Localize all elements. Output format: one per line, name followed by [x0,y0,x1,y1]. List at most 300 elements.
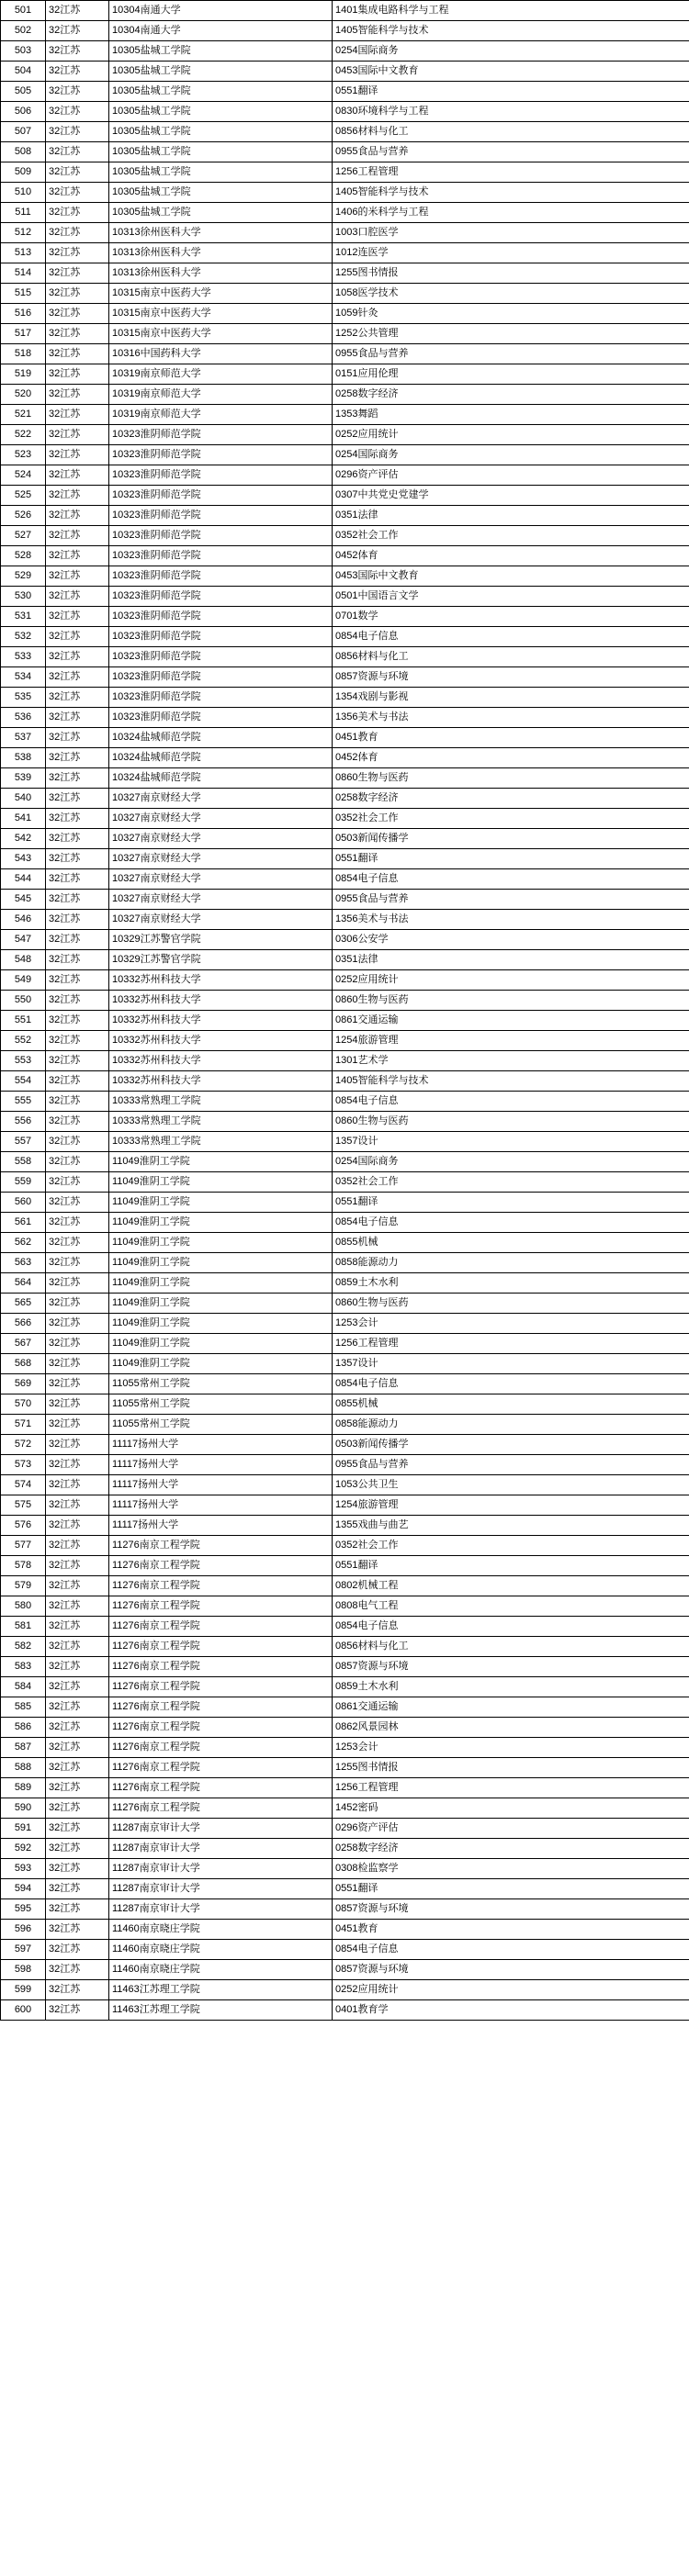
table-row [1,1092,689,1112]
row-school: 10304南通大学 [109,21,333,41]
row-major: 0857资源与环境 [333,1960,689,1980]
table-row [1,1051,689,1071]
row-major: 1405智能科学与技术 [333,21,689,41]
row-sequence: 595 [1,1899,46,1920]
row-major: 0352社会工作 [333,1172,689,1193]
table-row [1,1859,689,1879]
row-school: 11276南京工程学院 [109,1657,333,1677]
row-major: 0701数学 [333,607,689,627]
row-major: 0452体育 [333,748,689,768]
row-major: 0858能源动力 [333,1253,689,1273]
table-row [1,82,689,102]
table-row [1,1839,689,1859]
row-province: 32江苏 [46,708,109,728]
row-major: 0258数字经济 [333,385,689,405]
row-school: 11055常州工学院 [109,1394,333,1415]
row-school: 10324盐城师范学院 [109,748,333,768]
row-province: 32江苏 [46,1940,109,1960]
row-major: 1355戏曲与曲艺 [333,1516,689,1536]
row-province: 32江苏 [46,1980,109,2000]
row-sequence: 589 [1,1778,46,1798]
row-province: 32江苏 [46,1617,109,1637]
row-sequence: 531 [1,607,46,627]
row-province: 32江苏 [46,627,109,647]
row-province: 32江苏 [46,1294,109,1314]
row-school: 10332苏州科技大学 [109,991,333,1011]
row-sequence: 592 [1,1839,46,1859]
row-school: 11460南京晓庄学院 [109,1960,333,1980]
row-province: 32江苏 [46,1011,109,1031]
table-row [1,809,689,829]
row-sequence: 530 [1,587,46,607]
row-school: 10315南京中医药大学 [109,284,333,304]
row-sequence: 520 [1,385,46,405]
row-school: 10305盐城工学院 [109,142,333,162]
row-province: 32江苏 [46,263,109,284]
row-province: 32江苏 [46,1213,109,1233]
table-row [1,385,689,405]
row-major: 0254国际商务 [333,1152,689,1172]
row-sequence: 527 [1,526,46,546]
table-row [1,1758,689,1778]
row-school: 10323淮阴师范学院 [109,587,333,607]
row-school: 10305盐城工学院 [109,41,333,62]
row-major: 1301艺术学 [333,1051,689,1071]
table-row [1,970,689,991]
row-province: 32江苏 [46,1071,109,1092]
row-province: 32江苏 [46,203,109,223]
row-school: 10323淮阴师范学院 [109,647,333,667]
row-school: 11276南京工程学院 [109,1778,333,1798]
row-sequence: 537 [1,728,46,748]
row-province: 32江苏 [46,1334,109,1354]
row-school: 10329江苏警官学院 [109,950,333,970]
row-province: 32江苏 [46,324,109,344]
row-school: 10305盐城工学院 [109,102,333,122]
row-province: 32江苏 [46,1031,109,1051]
row-sequence: 580 [1,1596,46,1617]
table-row [1,708,689,728]
row-sequence: 516 [1,304,46,324]
row-major: 1255图书情报 [333,263,689,284]
row-sequence: 501 [1,1,46,21]
table-row [1,2000,689,2021]
row-major: 0252应用统计 [333,970,689,991]
row-school: 11463江苏理工学院 [109,1980,333,2000]
row-sequence: 563 [1,1253,46,1273]
row-sequence: 573 [1,1455,46,1475]
row-school: 10323淮阴师范学院 [109,486,333,506]
row-major: 0860生物与医药 [333,768,689,789]
row-school: 11049淮阴工学院 [109,1294,333,1314]
row-major: 0857资源与环境 [333,1899,689,1920]
table-row [1,445,689,465]
table-row [1,425,689,445]
row-sequence: 509 [1,162,46,183]
table-row [1,1132,689,1152]
row-school: 10323淮阴师范学院 [109,627,333,647]
table-row [1,1819,689,1839]
table-row [1,243,689,263]
table-row [1,324,689,344]
row-major: 1256工程管理 [333,1334,689,1354]
row-school: 10327南京财经大学 [109,789,333,809]
table-row [1,667,689,688]
row-school: 10319南京师范大学 [109,385,333,405]
row-school: 10323淮阴师范学院 [109,465,333,486]
row-major: 0830环境科学与工程 [333,102,689,122]
row-sequence: 577 [1,1536,46,1556]
row-school: 11276南京工程学院 [109,1637,333,1657]
row-sequence: 546 [1,910,46,930]
table-row [1,41,689,62]
row-sequence: 599 [1,1980,46,2000]
row-school: 10319南京师范大学 [109,405,333,425]
table-row [1,688,689,708]
row-major: 0352社会工作 [333,809,689,829]
row-province: 32江苏 [46,183,109,203]
row-school: 10327南京财经大学 [109,829,333,849]
row-sequence: 513 [1,243,46,263]
row-school: 11049淮阴工学院 [109,1253,333,1273]
row-school: 10324盐城师范学院 [109,728,333,748]
row-major: 0308检监察学 [333,1859,689,1879]
row-province: 32江苏 [46,526,109,546]
row-province: 32江苏 [46,162,109,183]
table-row [1,1213,689,1233]
row-school: 11117扬州大学 [109,1516,333,1536]
row-province: 32江苏 [46,930,109,950]
row-school: 10304南通大学 [109,1,333,21]
row-province: 32江苏 [46,1233,109,1253]
row-province: 32江苏 [46,506,109,526]
row-sequence: 586 [1,1718,46,1738]
row-major: 0861交通运输 [333,1011,689,1031]
row-major: 0306公安学 [333,930,689,950]
table-row [1,849,689,869]
row-sequence: 560 [1,1193,46,1213]
row-school: 11049淮阴工学院 [109,1213,333,1233]
row-sequence: 506 [1,102,46,122]
row-province: 32江苏 [46,1677,109,1697]
row-major: 0857资源与环境 [333,1657,689,1677]
row-major: 0551翻译 [333,1556,689,1576]
row-school: 10324盐城师范学院 [109,768,333,789]
table-row [1,1475,689,1495]
table-row [1,1980,689,2000]
row-major: 0501中国语言文学 [333,587,689,607]
row-province: 32江苏 [46,304,109,324]
table-row [1,102,689,122]
row-major: 0857资源与环境 [333,667,689,688]
row-major: 0860生物与医药 [333,1112,689,1132]
row-school: 10332苏州科技大学 [109,1031,333,1051]
table-row [1,950,689,970]
row-province: 32江苏 [46,1859,109,1879]
row-major: 0859土木水利 [333,1273,689,1294]
table-row [1,1617,689,1637]
row-province: 32江苏 [46,1718,109,1738]
table-row [1,304,689,324]
row-major: 0856材料与化工 [333,122,689,142]
row-major: 0296资产评估 [333,1819,689,1839]
table-row [1,263,689,284]
table-body [1,1,689,2021]
table-row [1,364,689,385]
row-school: 10327南京财经大学 [109,910,333,930]
row-sequence: 582 [1,1637,46,1657]
row-school: 10305盐城工学院 [109,183,333,203]
row-sequence: 526 [1,506,46,526]
row-major: 0859土木水利 [333,1677,689,1697]
row-sequence: 576 [1,1516,46,1536]
row-major: 1353舞蹈 [333,405,689,425]
row-province: 32江苏 [46,1455,109,1475]
row-province: 32江苏 [46,768,109,789]
table-row [1,1798,689,1819]
row-school: 11276南京工程学院 [109,1738,333,1758]
row-major: 0551翻译 [333,1193,689,1213]
row-school: 11460南京晓庄学院 [109,1940,333,1960]
table-row [1,486,689,506]
row-school: 10327南京财经大学 [109,869,333,890]
row-province: 32江苏 [46,1637,109,1657]
row-province: 32江苏 [46,1253,109,1273]
row-school: 11287南京审计大学 [109,1899,333,1920]
row-major: 0252应用统计 [333,425,689,445]
row-major: 0854电子信息 [333,1940,689,1960]
row-major: 1059针灸 [333,304,689,324]
row-sequence: 543 [1,849,46,869]
row-sequence: 539 [1,768,46,789]
table-row [1,1940,689,1960]
row-school: 11287南京审计大学 [109,1819,333,1839]
row-major: 0551翻译 [333,82,689,102]
row-sequence: 578 [1,1556,46,1576]
row-sequence: 517 [1,324,46,344]
row-major: 1058医学技术 [333,284,689,304]
row-school: 11049淮阴工学院 [109,1233,333,1253]
table-row [1,607,689,627]
row-province: 32江苏 [46,1475,109,1495]
row-school: 10316中国药科大学 [109,344,333,364]
row-province: 32江苏 [46,1596,109,1617]
table-row [1,587,689,607]
row-major: 0955食品与营养 [333,890,689,910]
table-row [1,183,689,203]
row-sequence: 584 [1,1677,46,1697]
table-row [1,1354,689,1374]
table-row [1,1394,689,1415]
row-school: 10305盐城工学院 [109,122,333,142]
row-province: 32江苏 [46,587,109,607]
row-school: 10315南京中医药大学 [109,324,333,344]
table-row [1,1273,689,1294]
table-row [1,21,689,41]
row-major: 0352社会工作 [333,1536,689,1556]
table-row [1,1960,689,1980]
row-school: 11049淮阴工学院 [109,1172,333,1193]
row-province: 32江苏 [46,41,109,62]
table-row [1,1172,689,1193]
row-province: 32江苏 [46,546,109,566]
row-school: 11117扬州大学 [109,1475,333,1495]
row-school: 10327南京财经大学 [109,809,333,829]
row-major: 0854电子信息 [333,627,689,647]
row-major: 1255图书情报 [333,1758,689,1778]
row-major: 0453国际中文教育 [333,62,689,82]
row-province: 32江苏 [46,1657,109,1677]
row-sequence: 528 [1,546,46,566]
row-sequence: 508 [1,142,46,162]
table-row [1,1657,689,1677]
row-province: 32江苏 [46,344,109,364]
row-province: 32江苏 [46,1132,109,1152]
table-row [1,728,689,748]
row-province: 32江苏 [46,122,109,142]
row-sequence: 534 [1,667,46,688]
row-sequence: 567 [1,1334,46,1354]
row-major: 0401教育学 [333,2000,689,2021]
row-school: 11049淮阴工学院 [109,1334,333,1354]
row-sequence: 588 [1,1758,46,1778]
row-major: 0858能源动力 [333,1415,689,1435]
row-major: 0307中共党史党建学 [333,486,689,506]
row-sequence: 554 [1,1071,46,1092]
row-province: 32江苏 [46,1112,109,1132]
row-province: 32江苏 [46,789,109,809]
row-sequence: 550 [1,991,46,1011]
row-province: 32江苏 [46,1172,109,1193]
row-major: 0258数字经济 [333,1839,689,1859]
row-sequence: 556 [1,1112,46,1132]
row-school: 10332苏州科技大学 [109,1071,333,1092]
table-row [1,1879,689,1899]
row-sequence: 587 [1,1738,46,1758]
row-major: 0862风景园林 [333,1718,689,1738]
table-row [1,1697,689,1718]
table-row [1,465,689,486]
row-sequence: 557 [1,1132,46,1152]
row-major: 1357设计 [333,1132,689,1152]
row-major: 1357设计 [333,1354,689,1374]
row-sequence: 512 [1,223,46,243]
row-sequence: 523 [1,445,46,465]
row-province: 32江苏 [46,1819,109,1839]
row-major: 0856材料与化工 [333,1637,689,1657]
row-sequence: 564 [1,1273,46,1294]
row-school: 10323淮阴师范学院 [109,546,333,566]
row-school: 10313徐州医科大学 [109,263,333,284]
table-row [1,526,689,546]
table-row [1,1152,689,1172]
row-major: 1003口腔医学 [333,223,689,243]
row-province: 32江苏 [46,1193,109,1213]
table-row [1,829,689,849]
row-sequence: 594 [1,1879,46,1899]
row-school: 10315南京中医药大学 [109,304,333,324]
table-row [1,1314,689,1334]
row-province: 32江苏 [46,21,109,41]
row-sequence: 524 [1,465,46,486]
row-school: 10333常熟理工学院 [109,1112,333,1132]
table-row [1,890,689,910]
table-row [1,1233,689,1253]
row-school: 11117扬州大学 [109,1435,333,1455]
table-row [1,142,689,162]
table-row [1,1294,689,1314]
row-school: 11117扬州大学 [109,1495,333,1516]
row-sequence: 511 [1,203,46,223]
row-school: 10319南京师范大学 [109,364,333,385]
table-row [1,1738,689,1758]
table-row [1,1516,689,1536]
row-province: 32江苏 [46,950,109,970]
table-row [1,1495,689,1516]
row-school: 10323淮阴师范学院 [109,445,333,465]
row-province: 32江苏 [46,405,109,425]
row-sequence: 514 [1,263,46,284]
row-sequence: 515 [1,284,46,304]
row-school: 11276南京工程学院 [109,1536,333,1556]
row-province: 32江苏 [46,910,109,930]
row-major: 0955食品与营养 [333,142,689,162]
row-sequence: 535 [1,688,46,708]
row-sequence: 591 [1,1819,46,1839]
row-school: 11055常州工学院 [109,1415,333,1435]
row-school: 10332苏州科技大学 [109,1051,333,1071]
table-row [1,789,689,809]
row-school: 11276南京工程学院 [109,1556,333,1576]
row-sequence: 558 [1,1152,46,1172]
row-sequence: 596 [1,1920,46,1940]
row-major: 0955食品与营养 [333,1455,689,1475]
row-province: 32江苏 [46,1273,109,1294]
row-sequence: 598 [1,1960,46,1980]
row-province: 32江苏 [46,1394,109,1415]
row-sequence: 597 [1,1940,46,1960]
table-row [1,566,689,587]
row-school: 11055常州工学院 [109,1374,333,1394]
row-sequence: 581 [1,1617,46,1637]
row-province: 32江苏 [46,1697,109,1718]
row-school: 11276南京工程学院 [109,1697,333,1718]
row-province: 32江苏 [46,486,109,506]
row-school: 10323淮阴师范学院 [109,607,333,627]
table-row [1,627,689,647]
row-school: 10329江苏警官学院 [109,930,333,950]
row-province: 32江苏 [46,748,109,768]
row-sequence: 518 [1,344,46,364]
table-row [1,1536,689,1556]
row-province: 32江苏 [46,1516,109,1536]
table-row [1,1112,689,1132]
row-province: 32江苏 [46,1152,109,1172]
row-province: 32江苏 [46,1758,109,1778]
row-sequence: 525 [1,486,46,506]
row-province: 32江苏 [46,243,109,263]
table-row [1,1637,689,1657]
row-school: 11287南京审计大学 [109,1859,333,1879]
table-row [1,1374,689,1394]
row-major: 0451教育 [333,728,689,748]
table-row [1,1718,689,1738]
table-row [1,930,689,950]
row-province: 32江苏 [46,445,109,465]
table-row [1,405,689,425]
row-major: 0452体育 [333,546,689,566]
row-school: 11287南京审计大学 [109,1879,333,1899]
